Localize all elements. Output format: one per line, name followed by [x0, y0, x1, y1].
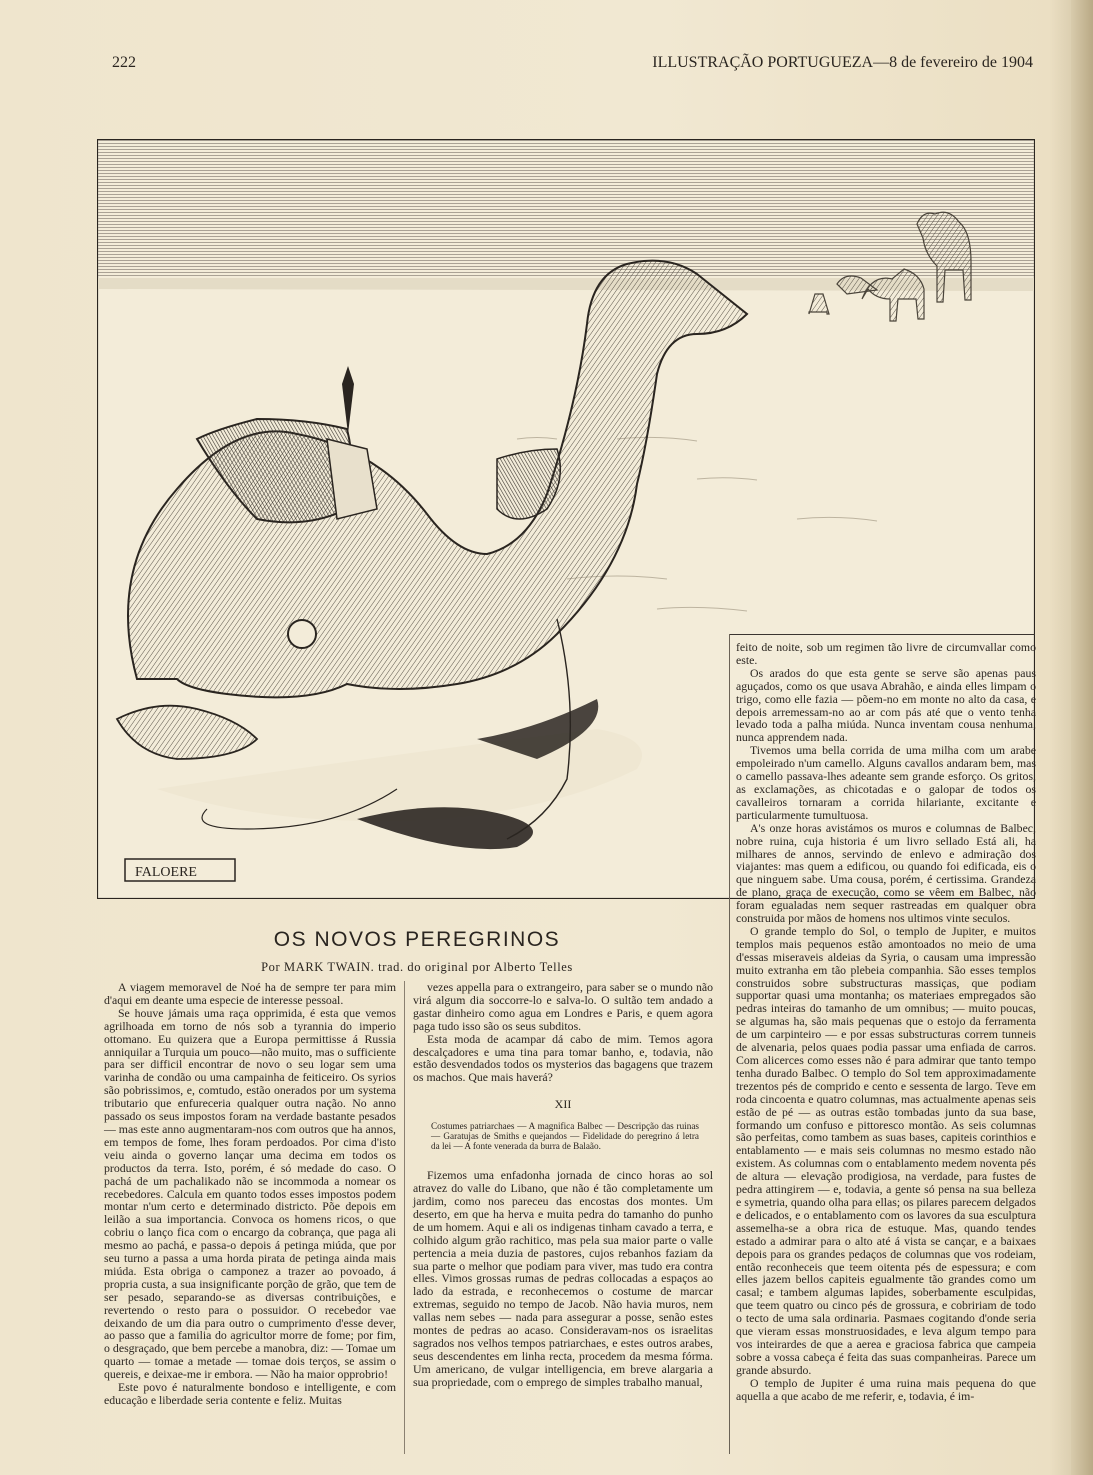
paragraph: Os arados do que esta gente se serve são apenas paus aguçados, como os que usava Abrahão, e ainda elles limpam o trigo, como elle fazia — põem-no em monte no alto da casa, e depois arremessam-no ao ar com pás até que o vento tenha levado toda a palha miúda. Nunca inventam cousa nenhuma, nunca apprendem nada. — [736, 665, 1036, 745]
page-number: 222 — [112, 54, 136, 71]
paragraph: A's onze horas avistámos os muros e columnas de Balbec, nobre ruina, cuja historia é um livro sellado Está ali, ha milhares de annos, servindo de enlevo e admiração dos viajantes: mas quem a edificou, ou quando foi edificada, eis o que ninguem sabe. Uma cousa, porém, é certissima. Grandeza de plano, graça de execução, como se vêem em Balbec, não foram egualadas nem sequer rastreadas em qualquer obra construida por mãos de homens nos ultimos vinte seculos. — [736, 820, 1036, 926]
paragraph: feito de noite, sob um regimen tão livre de circumvallar como este. — [736, 640, 1036, 667]
section-number: XII — [554, 1097, 572, 1112]
text-column-2 — [413, 981, 713, 1389]
paragraph: vezes appella para o extrangeiro, para saber se o mundo não virá algum dia soccorre-lo e salva-lo. O sultão tem andado a gastar dinheiro como agua em Londres e Paris, e quem agora paga tudo isso são os seus subditos. — [413, 980, 713, 1033]
column-top-rule — [729, 634, 1035, 635]
paragraph: Se houve jámais uma raça opprimida, é esta que vemos agrilhoada em torno de nós sob a tyrannia do imperio ottomano. Eu quizera que a Europa permittisse á Russia anniquilar a Turquia um pouco—não muito, mas o sufficiente para ser difficil encontrar de novo o seu logar sem uma varinha de condão ou uma campainha de feiticeiro. Os syrios são pobrissimos, e, comtudo, estão onerados por um systema tributario que enfureceria qualquer outra nação. No anno passado os seus impostos foram na verdade bastante pesados — mas este anno augmentaram-nos com outros que ha annos, em tempos de fome, lhes foram perdoados. Por cima d'isto veiu ainda o governo lançar uma decima em todos os productos da terra. Isto, porém, é só medade do caso. O pachá de um pachalikado não se incommoda a nomear os recebedores. Calcula em quanto todos esses impostos podem montar n'um certo e determinado districto. Põe depois em leilão a sua importancia. Convoca os homens ricos, o que cobriu o lanço fica com o encargo da cobrança, que paga ali mesmo ao pachá, e passa-o depois á petinga miúda, que por seu turno a passa a uma horda pirata de petinga ainda mais miúda. Esta obriga o camponez a trazer ao povoado, á propria custa, a sua insignificante porção de grão, que tem de ser pesado, separando-se as diversas contribuições, e revertendo o resto para o possuidor. O recebedor vae deixando de um dia para outro o cumprimento d'esse dever, ao passo que a familia do agricultor morre de fome; por fim, o desgraçado, que bem percebe a manobra, diz: — Tomae um quarto — tomae a metade — tomae dois terços, se assim o quereis, e deixae-me ir embora. — Não ha maior opprobrio! — [104, 1005, 396, 1382]
section-summary: Costumes patriarchaes — A magnifica Balbec — Descripção das ruinas — Garatujas de Smiths e quejandos — Fidelidade do peregrino á letra da lei — A fonte venerada da burra de Balaão. — [431, 1121, 699, 1152]
running-title: ILLUSTRAÇÃO PORTUGUEZA—8 de fevereiro de 1904 — [652, 54, 1033, 71]
article-byline: Por MARK TWAIN. trad. do original por Alberto Telles — [261, 960, 573, 974]
paragraph: A viagem memoravel de Noé ha de sempre ter para mim d'aqui em deante uma especie de interesse pessoal. — [104, 980, 396, 1007]
paragraph: Fizemos uma enfadonha jornada de cinco horas ao sol atravez do valle do Libano, que não é tão completamente um jardim, como nos pareceu das encostas dos montes. Um deserto, em que ha herva e muita pedra do tamanho do punho de um homem. Aqui e ali os indigenas tinham cavado a terra, e colhido algum grão rachitico, mas pela sua maior parte o valle pertencia a meia duzia de pastores, cujos rebanhos faziam da sua parte o melhor que podiam para viver, mas tudo era contra elles. Vimos grossas rumas de pedras collocadas a espaços ao lado da estrada, e reconhecemos o costume de marcar extremas, seguido no tempo de Jacob. Não havia muros, nem vallas nem sebes — nada para assegurar a posse, senão estes montes de pedras ao acaso. Consideravam-nos os israelitas sagrados nos velhos tempos patriarchaes, e estes outros arabes, seus descendentes em linha recta, procedem da mesma fórma. Um americano, de vulgar intelligencia, em breve alargaria a sua propriedade, com o emprego de simples trabalho manual, — [413, 1168, 713, 1389]
paragraph: Esta moda de acampar dá cabo de mim. Temos agora descalçadores e uma tina para tomar banho, e, todavia, não estão desvendados todos os mysterios das bagagens que trazem os machos. Que mais haverá? — [413, 1031, 713, 1085]
article-title: OS NOVOS PEREGRINOS — [273, 928, 561, 951]
page-header — [112, 54, 1033, 76]
text-column-1 — [104, 981, 396, 1407]
artist-signature: FALOERE — [135, 865, 197, 880]
page-edge — [1071, 0, 1093, 1475]
column-divider-left — [404, 981, 405, 1454]
paragraph: O templo de Jupiter é uma ruina mais pequena do que aquella a que acabo de me referir, e, todavia, é im- — [736, 1375, 1036, 1403]
text-column-3 — [736, 641, 1036, 1402]
paragraph: Tivemos uma bella corrida de uma milha com um arabe empoleirado n'um camello. Alguns cavallos andaram bem, mas o camello passava-lhes adeante sem grande esforço. Os gritos, as exclamações, as chicotadas e o galopar de todos os cavalleiros tornaram a corrida hilariante, excitante e particularmente tumultuosa. — [736, 743, 1036, 822]
column-divider-right — [729, 634, 730, 1454]
paragraph: Este povo é naturalmente bondoso e intelligente, e com educação e liberdade seria contente e feliz. Muitas — [104, 1380, 396, 1407]
paragraph: O grande templo do Sol, o templo de Jupiter, e muitos templos mais pequenos estão amontoados no meio de uma d'essas miseraveis aldeias da Syria, o causam uma impressão muito extranha em tão plebeia companhia. São esses templos construidos sobre substructuras massiças, que podiam supportar quasi uma montanha; os materiaes empregados são pedras inteiras do tamanho de um omnibus; — muito poucas, se algumas ha, são mais pequenas que o estojo da ferramenta de um carpinteiro — e por essas substructuras correm tunneis de alvenaria, pelos quaes podia passar uma enfiada de carros. Com alicerces como esses não é para admirar que tanto tempo tenha durado Balbec. O templo do Sol tem approximadamente trezentos pés de comprido e cento e sessenta de largo. Teve em roda cincoenta e quatro columnas, mas actualmente apenas seis estão de pé — as outras estão tombadas junto da sua base, formando um confuso e pittoresco montão. As seis columnas são perfeitas, como tambem as suas bases, capiteis corinthios e entablamento — e mais seis columnas no mesmo estado não existem. As columnas com o entablamento medem noventa pés de altura — elevação prodigiosa, na verdade, para fustes de pedra attingirem — e, todavia, a gente só pensa na sua belleza e symetria, quando olha para ellas; os pilares parecem delgados e delicados, e o entablamento com os lavores da sua esculptura assemelha-se a obra rica de estuque. Mas, quando tendes estado a admirar para o alto até á vista se cançar, e a baixaes depois para os grandes pedaços de columnas que vos rodeiam, então reconheceis que teem oitenta pés de espessura; e com elles jazem bellos capiteis egualmente tão grandes como um casal; e tambem algumas lapides, soberbamente esculpidas, que teem quatro ou cinco pés de grossura, e cobririam de todo o tecto de uma sala ordinaria. Pasmaes cogitando d'onde seria que vieram essas monstruosidades, e leva algum tempo para vos inteirardes de que a aerea e graciosa fabrica que campeia sobre a vossa cabeça é feita das suas companheiras. Parece um grande absurdo. — [736, 923, 1036, 1377]
